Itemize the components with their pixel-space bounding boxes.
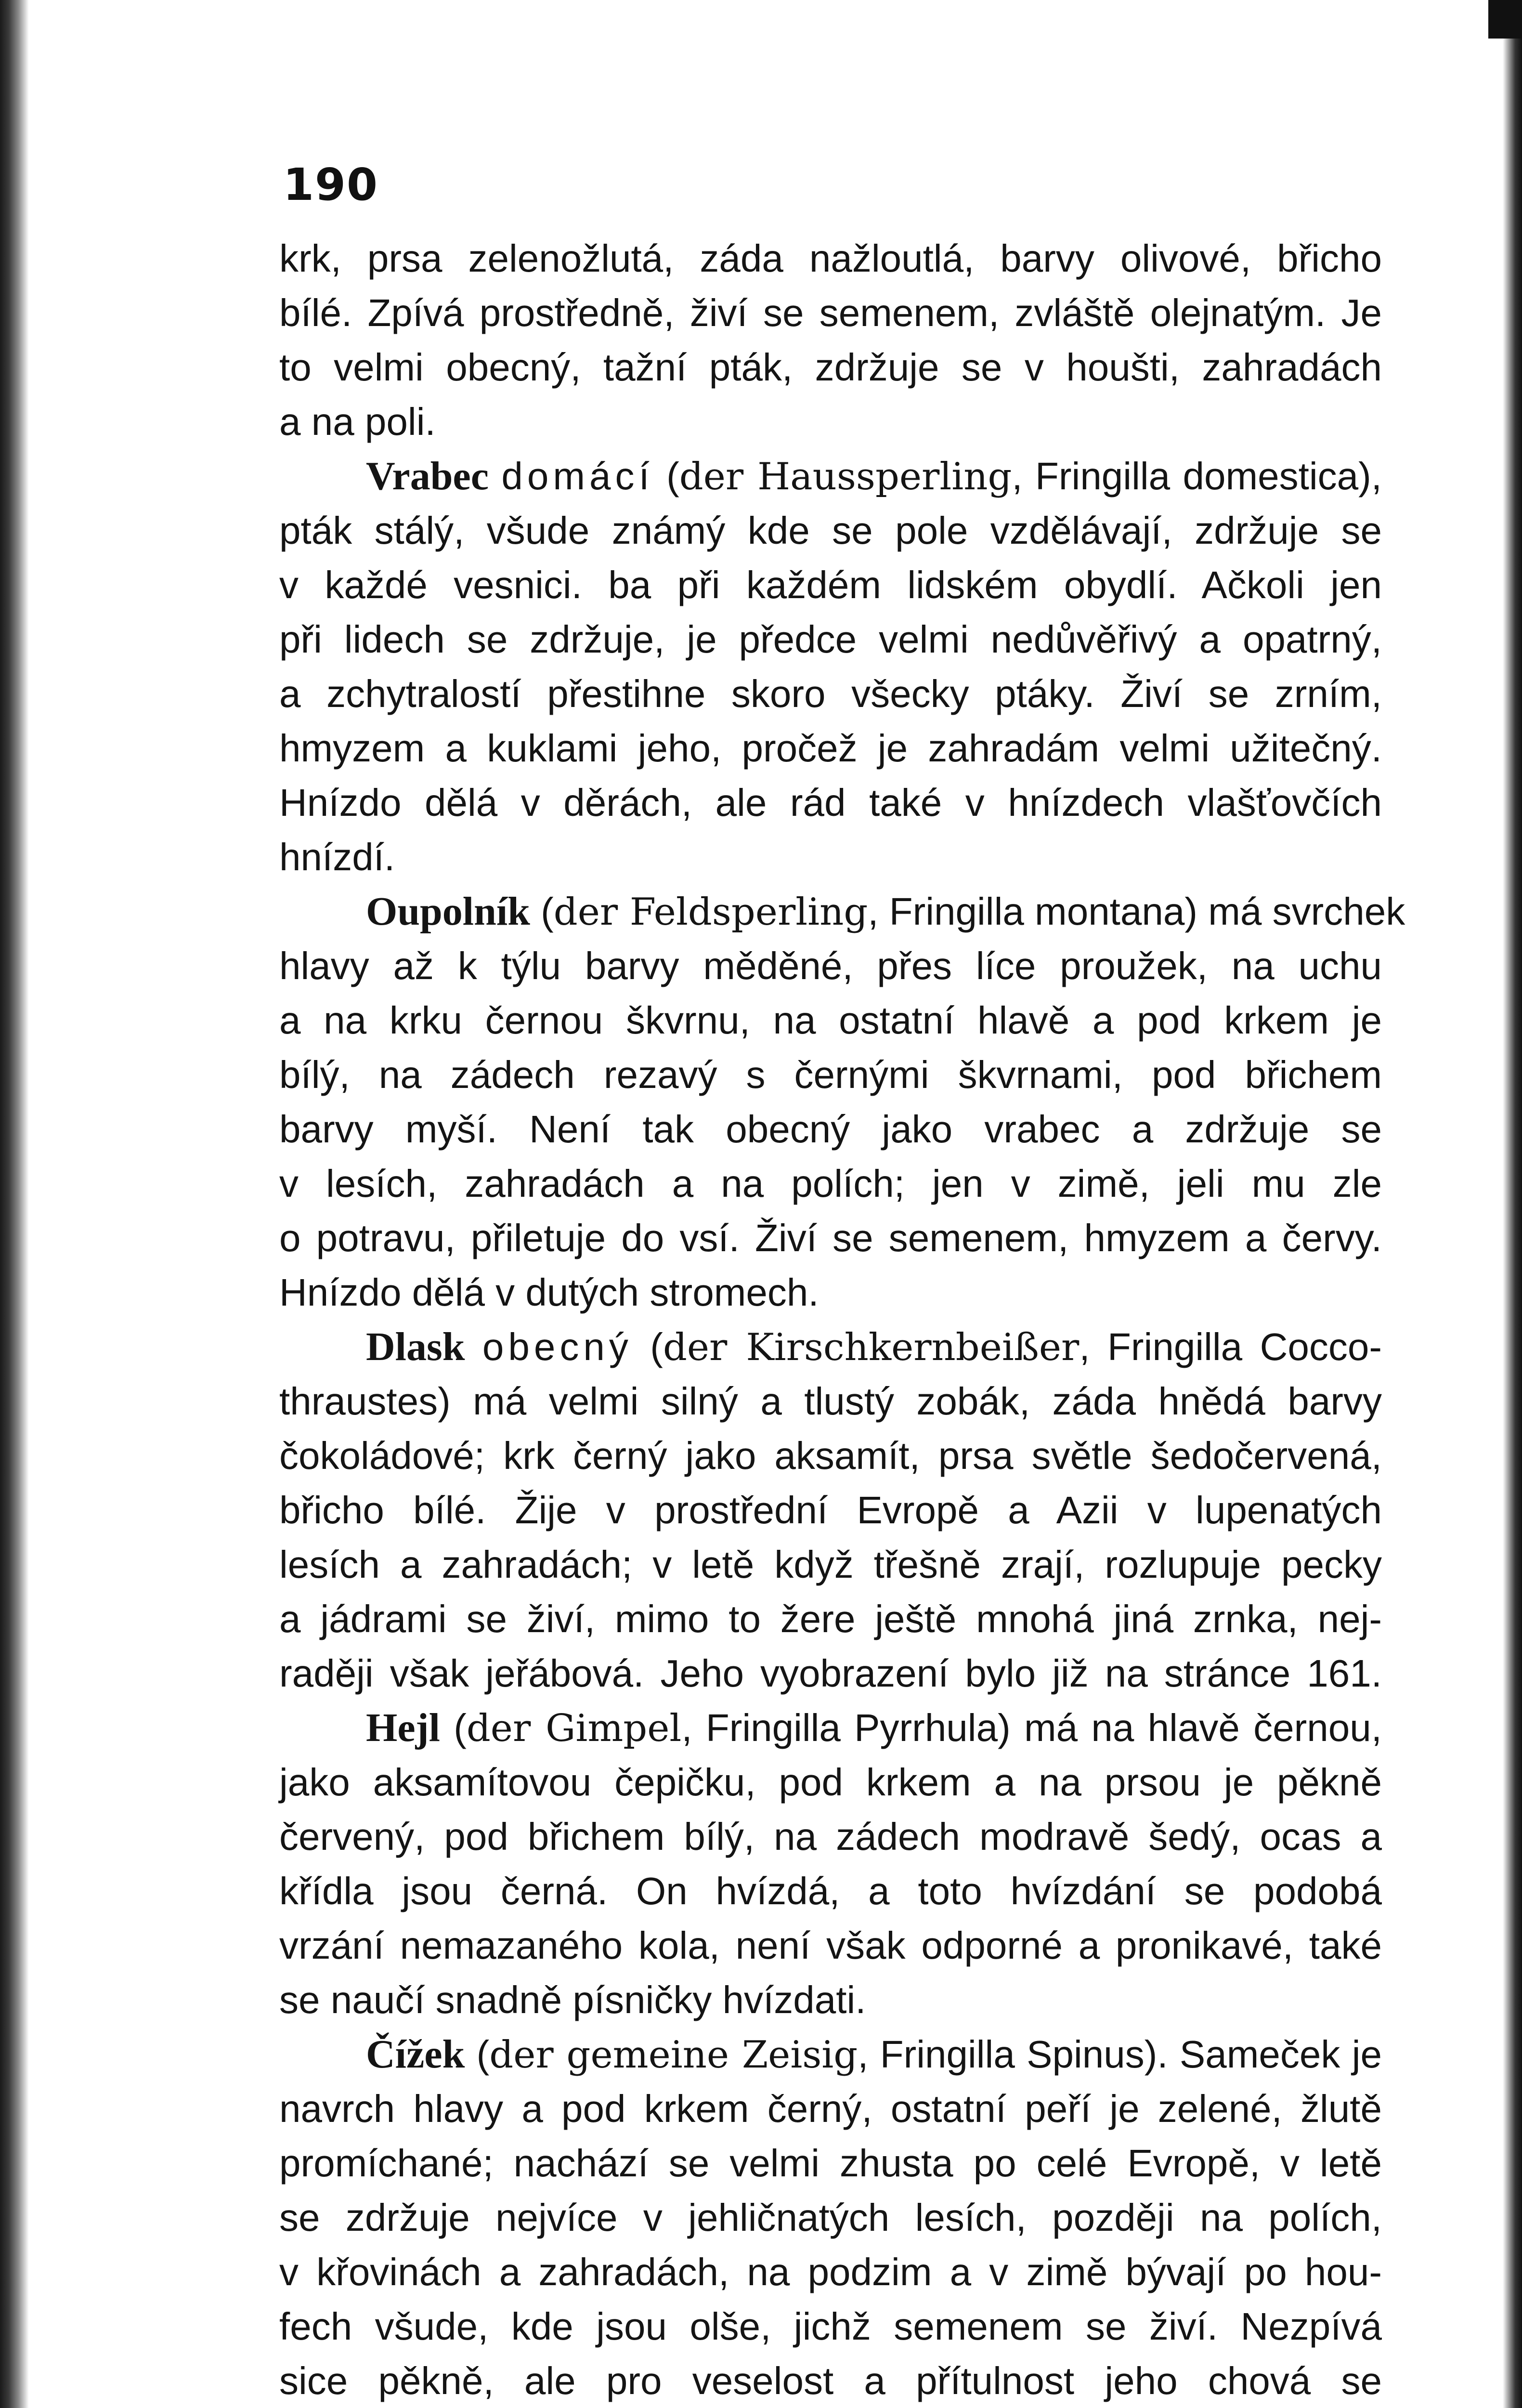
text-run: čokoládové; krk černý jako aksamít, prsa světle šedočervená, xyxy=(279,1434,1382,1477)
german-name: der Gimpel xyxy=(466,1707,682,1750)
text-line xyxy=(279,2354,1382,2408)
text-run: se zdržuje nejvíce v jehličnatých lesích, později na polích, xyxy=(279,2196,1382,2239)
species-name: Vrabec xyxy=(366,454,489,498)
text-line xyxy=(279,1537,1382,1592)
text-run: Hnízdo dělá v děrách, ale rád také v hnízdech vlašťovčích xyxy=(279,781,1382,824)
text-run: , Fringilla domestica), xyxy=(1012,455,1382,497)
species-name: Čížek xyxy=(366,2032,465,2077)
text-run: hnízdí. xyxy=(279,836,395,878)
text-run: bílý, na zádech rezavý s černými škvrnami, pod břichem xyxy=(279,1053,1382,1096)
text-line xyxy=(279,1374,1382,1428)
text-line xyxy=(279,2190,1382,2245)
text-run: ( xyxy=(530,890,554,933)
text-run xyxy=(489,455,501,497)
text-run: , Fringilla montana) má svrchek xyxy=(868,890,1405,933)
text-run: červený, pod břichem bílý, na zádech modravě šedý, ocas a xyxy=(279,1815,1382,1858)
text-line xyxy=(279,1483,1382,1537)
text-run: , Fringilla Pyrrhula) má na hlavě černou, xyxy=(681,1706,1382,1749)
text-run: ( xyxy=(632,1325,663,1368)
text-run: sice pěkně, ale pro veselost a přítulnost jeho chová se xyxy=(279,2359,1382,2402)
text-line xyxy=(279,503,1382,558)
text-line xyxy=(279,286,1382,340)
text-line xyxy=(279,775,1382,830)
text-run: promíchané; nachází se velmi zhusta po celé Evropě, v letě xyxy=(279,2142,1382,2185)
text-line xyxy=(279,993,1382,1047)
text-line xyxy=(279,1156,1382,1211)
species-epithet: obecný xyxy=(482,1325,633,1368)
text-line xyxy=(279,1592,1382,1646)
text-line xyxy=(279,1320,1382,1374)
text-run: navrch hlavy a pod krkem černý, ostatní peří je zelené, žlutě xyxy=(279,2087,1382,2130)
text-line xyxy=(279,340,1382,394)
species-epithet: domácí xyxy=(501,455,654,497)
text-run: a na krku černou škvrnu, na ostatní hlavě a pod krkem je xyxy=(279,999,1382,1042)
text-run: se naučí snadně písničky hvízdati. xyxy=(279,1978,866,2021)
text-run: v každé vesnici. ba při každém lidském obydlí. Ačkoli jen xyxy=(279,563,1382,606)
text-line xyxy=(279,939,1382,993)
text-line xyxy=(279,1047,1382,1102)
text-run: ( xyxy=(440,1706,467,1749)
text-line xyxy=(279,2027,1382,2081)
text-run: barvy myší. Není tak obecný jako vrabec a zdržuje se xyxy=(279,1108,1382,1151)
text-line xyxy=(279,1918,1382,1973)
species-name: Hejl xyxy=(366,1705,440,1750)
text-line xyxy=(279,231,1382,286)
text-line xyxy=(279,394,1382,449)
text-line xyxy=(279,1755,1382,1809)
text-run: ( xyxy=(465,2033,490,2076)
text-run: ( xyxy=(653,455,679,497)
text-line xyxy=(279,830,1382,884)
text-line xyxy=(279,1809,1382,1864)
text-line xyxy=(279,612,1382,667)
text-run: to velmi obecný, tažní pták, zdržuje se v houšti, zahradách xyxy=(279,346,1382,389)
text-run: o potravu, přiletuje do vsí. Živí se semenem, hmyzem a červy. xyxy=(279,1217,1382,1259)
text-line xyxy=(279,558,1382,612)
text-run: jako aksamítovou čepičku, pod krkem a na prsou je pěkně xyxy=(279,1761,1382,1804)
text-line xyxy=(279,1211,1382,1265)
text-run: v křovinách a zahradách, na podzim a v zimě bývají po hou- xyxy=(279,2251,1382,2293)
scan-binding-edge xyxy=(0,0,29,2408)
text-line xyxy=(279,1102,1382,1156)
text-run: Hnízdo dělá v dutých stromech. xyxy=(279,1271,819,1314)
text-run: křídla jsou černá. On hvízdá, a toto hvízdání se podobá xyxy=(279,1870,1382,1912)
text-run xyxy=(465,1325,482,1368)
text-run: hlavy až k týlu barvy měděné, přes líce proužek, na uchu xyxy=(279,944,1382,987)
text-run: při lidech se zdržuje, je předce velmi nedůvěřivý a opatrný, xyxy=(279,618,1382,661)
text-line xyxy=(279,1265,1382,1320)
text-run: pták stálý, všude známý kde se pole vzdělávají, zdržuje se xyxy=(279,509,1382,552)
text-line xyxy=(279,1646,1382,1701)
text-run: v lesích, zahradách a na polích; jen v zimě, jeli mu zle xyxy=(279,1162,1382,1205)
text-run: , Fringilla Spinus). Sameček je xyxy=(858,2033,1382,2076)
text-run: hmyzem a kuklami jeho, pročež je zahradám velmi užitečný. xyxy=(279,727,1382,770)
text-run: vrzání nemazaného kola, není však odporné a pronikavé, také xyxy=(279,1924,1382,1967)
scan-right-edge xyxy=(1503,0,1522,2408)
text-line xyxy=(279,884,1405,939)
text-run: a zchytralostí přestihne skoro všecky ptáky. Živí se zrním, xyxy=(279,672,1382,715)
text-line xyxy=(279,721,1382,775)
text-line xyxy=(279,667,1382,721)
text-line xyxy=(279,2081,1382,2136)
text-run: raději však jeřábová. Jeho vyobrazení bylo již na stránce 161. xyxy=(279,1652,1382,1695)
text-line xyxy=(279,2299,1382,2354)
german-name: der gemeine Zeisig xyxy=(489,2033,858,2077)
species-name: Oupolník xyxy=(366,889,530,934)
text-run: lesích a zahradách; v letě když třešně zrají, rozlupuje pecky xyxy=(279,1543,1382,1586)
text-run: a jádrami se živí, mimo to žere ještě mnohá jiná zrnka, nej- xyxy=(279,1597,1382,1640)
text-run: bílé. Zpívá prostředně, živí se semenem, zvláště olejnatým. Je xyxy=(279,291,1382,334)
text-line xyxy=(279,2245,1382,2299)
text-line xyxy=(279,1701,1382,1755)
body-text xyxy=(279,231,1405,2408)
text-run: a na poli. xyxy=(279,400,436,443)
species-name: Dlask xyxy=(366,1324,465,1369)
german-name: der Kirschkernbeißer xyxy=(663,1326,1080,1369)
text-line xyxy=(279,1428,1382,1483)
text-run: břicho bílé. Žije v prostřední Evropě a Azii v lupenatých xyxy=(279,1489,1382,1531)
text-line xyxy=(279,449,1382,503)
text-line xyxy=(279,1864,1382,1918)
german-name: der Feldsperling xyxy=(553,890,868,934)
page-number: 190 xyxy=(283,159,379,210)
text-line xyxy=(279,2136,1382,2190)
scan-corner-shadow xyxy=(1488,0,1522,39)
german-name: der Haussperling xyxy=(679,455,1012,498)
text-run: krk, prsa zelenožlutá, záda nažloutlá, barvy olivové, břicho xyxy=(279,237,1382,280)
text-run: thraustes) má velmi silný a tlustý zobák, záda hnědá barvy xyxy=(279,1380,1382,1423)
text-run: , Fringilla Cocco- xyxy=(1079,1325,1382,1368)
text-run: fech všude, kde jsou olše, jichž semenem se živí. Nezpívá xyxy=(279,2305,1382,2348)
text-line xyxy=(279,1973,1382,2027)
